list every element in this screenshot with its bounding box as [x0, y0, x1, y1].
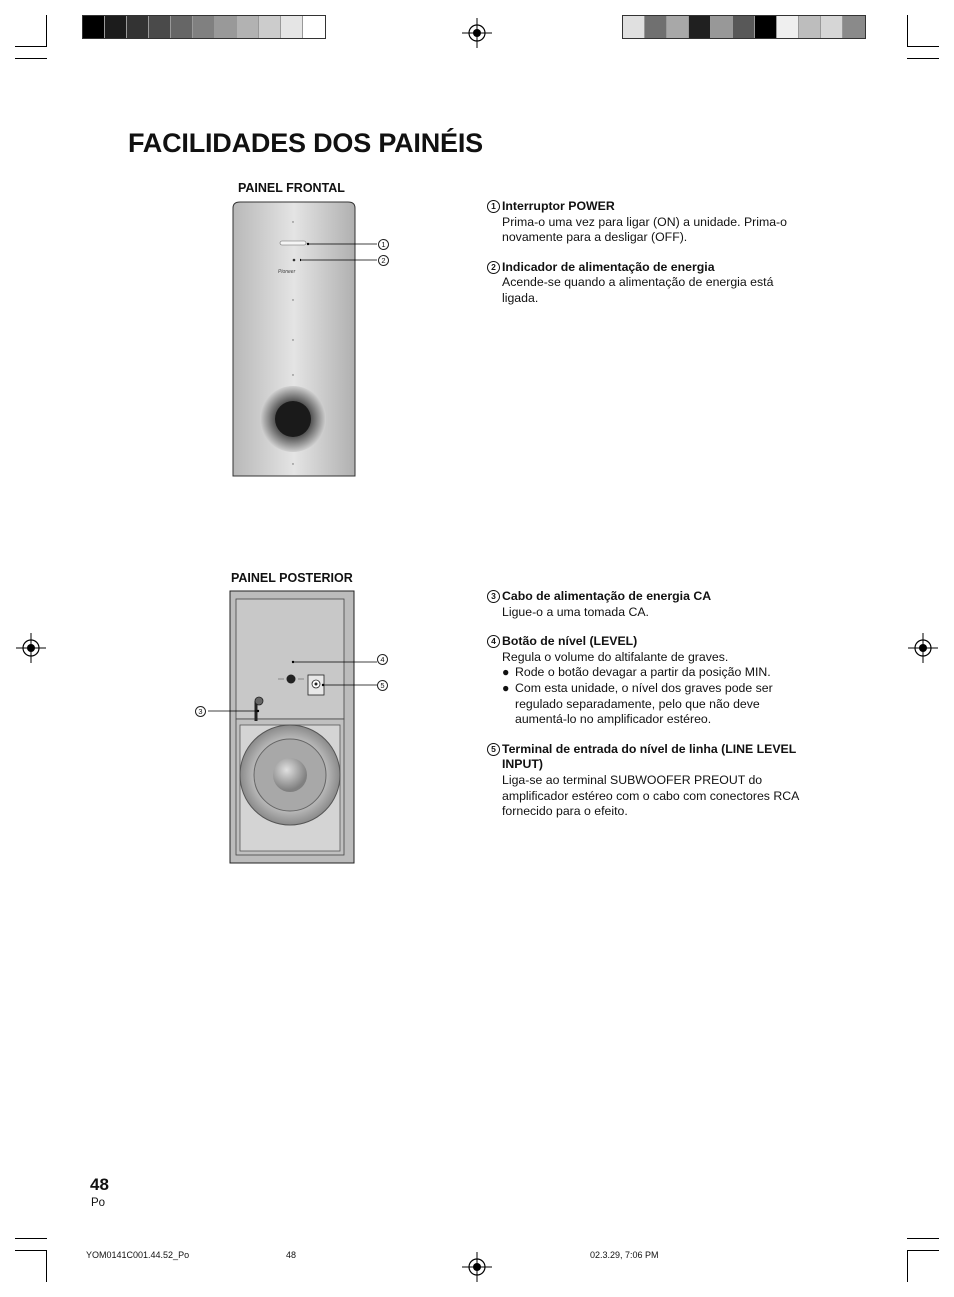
callout-5: 5	[377, 680, 388, 691]
color-swatch	[281, 16, 303, 38]
front-panel-label: PAINEL FRONTAL	[238, 181, 345, 195]
color-swatch	[83, 16, 105, 38]
section-number: 4	[487, 635, 500, 648]
bullet-text: Com esta unidade, o nível dos graves pode ser	[515, 680, 773, 695]
color-swatch	[215, 16, 237, 38]
section-number: 2	[487, 261, 500, 274]
color-swatch	[171, 16, 193, 38]
section-title: Botão de nível (LEVEL)	[502, 634, 638, 649]
page-title: FACILIDADES DOS PAINÉIS	[128, 128, 483, 158]
footer-filename: YOM0141C001.44.52_Po	[86, 1250, 190, 1260]
color-swatch	[303, 16, 325, 38]
bullet-item: ● Rode o botão devagar a partir da posição MIN.	[502, 665, 771, 680]
section-number: 3	[487, 590, 500, 603]
registration-mark-icon	[462, 18, 492, 48]
color-swatch	[821, 16, 843, 38]
bullet-text: Rode o botão devagar a partir da posição MIN.	[515, 665, 771, 680]
color-bar-left	[82, 15, 326, 39]
section-text: Prima-o uma vez para ligar (ON) a unidade. Prima-o	[502, 214, 787, 229]
callout-3: 3	[195, 706, 206, 717]
section-text: ligada.	[502, 290, 539, 305]
color-swatch	[733, 16, 755, 38]
color-swatch	[645, 16, 667, 38]
section-heading	[487, 742, 799, 758]
crop-mark	[907, 1250, 939, 1251]
rear-panel-label: PAINEL POSTERIOR	[231, 571, 353, 585]
description-block-front	[487, 199, 787, 307]
color-swatch	[237, 16, 259, 38]
registration-mark-icon	[16, 633, 46, 663]
bullet-item	[487, 712, 799, 728]
description-block-rear	[487, 589, 799, 820]
crop-mark	[46, 15, 47, 47]
section-text: amplificador estéreo com o cabo com conectores RCA	[502, 788, 800, 803]
front-callout-lines	[300, 238, 380, 268]
section-title: Cabo de alimentação de energia CA	[502, 589, 712, 603]
color-swatch	[623, 16, 645, 38]
callout-1: 1	[378, 239, 389, 250]
crop-mark	[15, 1250, 47, 1251]
section-heading	[487, 589, 799, 605]
color-swatch	[711, 16, 733, 38]
color-swatch	[689, 16, 711, 38]
crop-mark	[907, 15, 908, 47]
section-text: fornecido para o efeito.	[502, 804, 628, 819]
color-swatch	[843, 16, 865, 38]
color-swatch	[777, 16, 799, 38]
section-text: Acende-se quando a alimentação de energia está	[502, 275, 774, 290]
bullet-text: aumentá-lo no amplificador estéreo.	[515, 712, 712, 727]
section-title: Indicador de alimentação de energia	[502, 259, 715, 274]
crop-mark	[15, 46, 47, 47]
section-title: Terminal de entrada do nível de linha (LINE LEVEL	[502, 741, 797, 756]
color-swatch	[105, 16, 127, 38]
color-swatch	[799, 16, 821, 38]
section-text: Ligue-o a uma tomada CA.	[502, 604, 649, 619]
callout-4: 4	[377, 654, 388, 665]
section-heading	[487, 199, 787, 215]
section-text: Regula o volume do altifalante de graves.	[502, 649, 729, 664]
section-title: Interruptor POWER	[502, 199, 615, 213]
crop-mark	[15, 58, 47, 59]
rear-panel-illustration	[228, 589, 358, 865]
footer-date: 02.3.29, 7:06 PM	[590, 1250, 659, 1260]
registration-mark-icon	[462, 1252, 492, 1282]
footer-page: 48	[286, 1250, 297, 1260]
crop-mark	[907, 1250, 908, 1282]
section-text: novamente para a desligar (OFF).	[502, 230, 688, 245]
crop-mark	[46, 1250, 47, 1282]
crop-mark	[15, 1238, 47, 1239]
section-number: 5	[487, 743, 500, 756]
bullet-item: ● Com esta unidade, o nível dos graves pode ser	[502, 680, 773, 695]
color-swatch	[667, 16, 689, 38]
registration-mark-icon	[908, 633, 938, 663]
language-code: Po	[91, 1197, 106, 1209]
bullet-item	[487, 697, 799, 713]
rear-callout-lines	[205, 655, 380, 720]
section-heading	[487, 634, 799, 650]
section-number: 1	[487, 200, 500, 213]
color-swatch	[149, 16, 171, 38]
svg-text:Pioneer: Pioneer	[278, 269, 296, 275]
section-text: Liga-se ao terminal SUBWOOFER PREOUT do	[502, 772, 763, 787]
bullet-text: regulado separadamente, pelo que não deve	[515, 696, 760, 711]
crop-mark	[907, 1238, 939, 1239]
crop-mark	[907, 58, 939, 59]
color-swatch	[127, 16, 149, 38]
page-number: 48	[90, 1175, 109, 1194]
section-title-cont: INPUT)	[502, 757, 543, 772]
section-heading	[487, 260, 787, 276]
callout-2: 2	[378, 255, 389, 266]
crop-mark	[907, 46, 939, 47]
color-swatch	[259, 16, 281, 38]
color-swatch	[193, 16, 215, 38]
color-bar-right	[622, 15, 866, 39]
color-swatch	[755, 16, 777, 38]
